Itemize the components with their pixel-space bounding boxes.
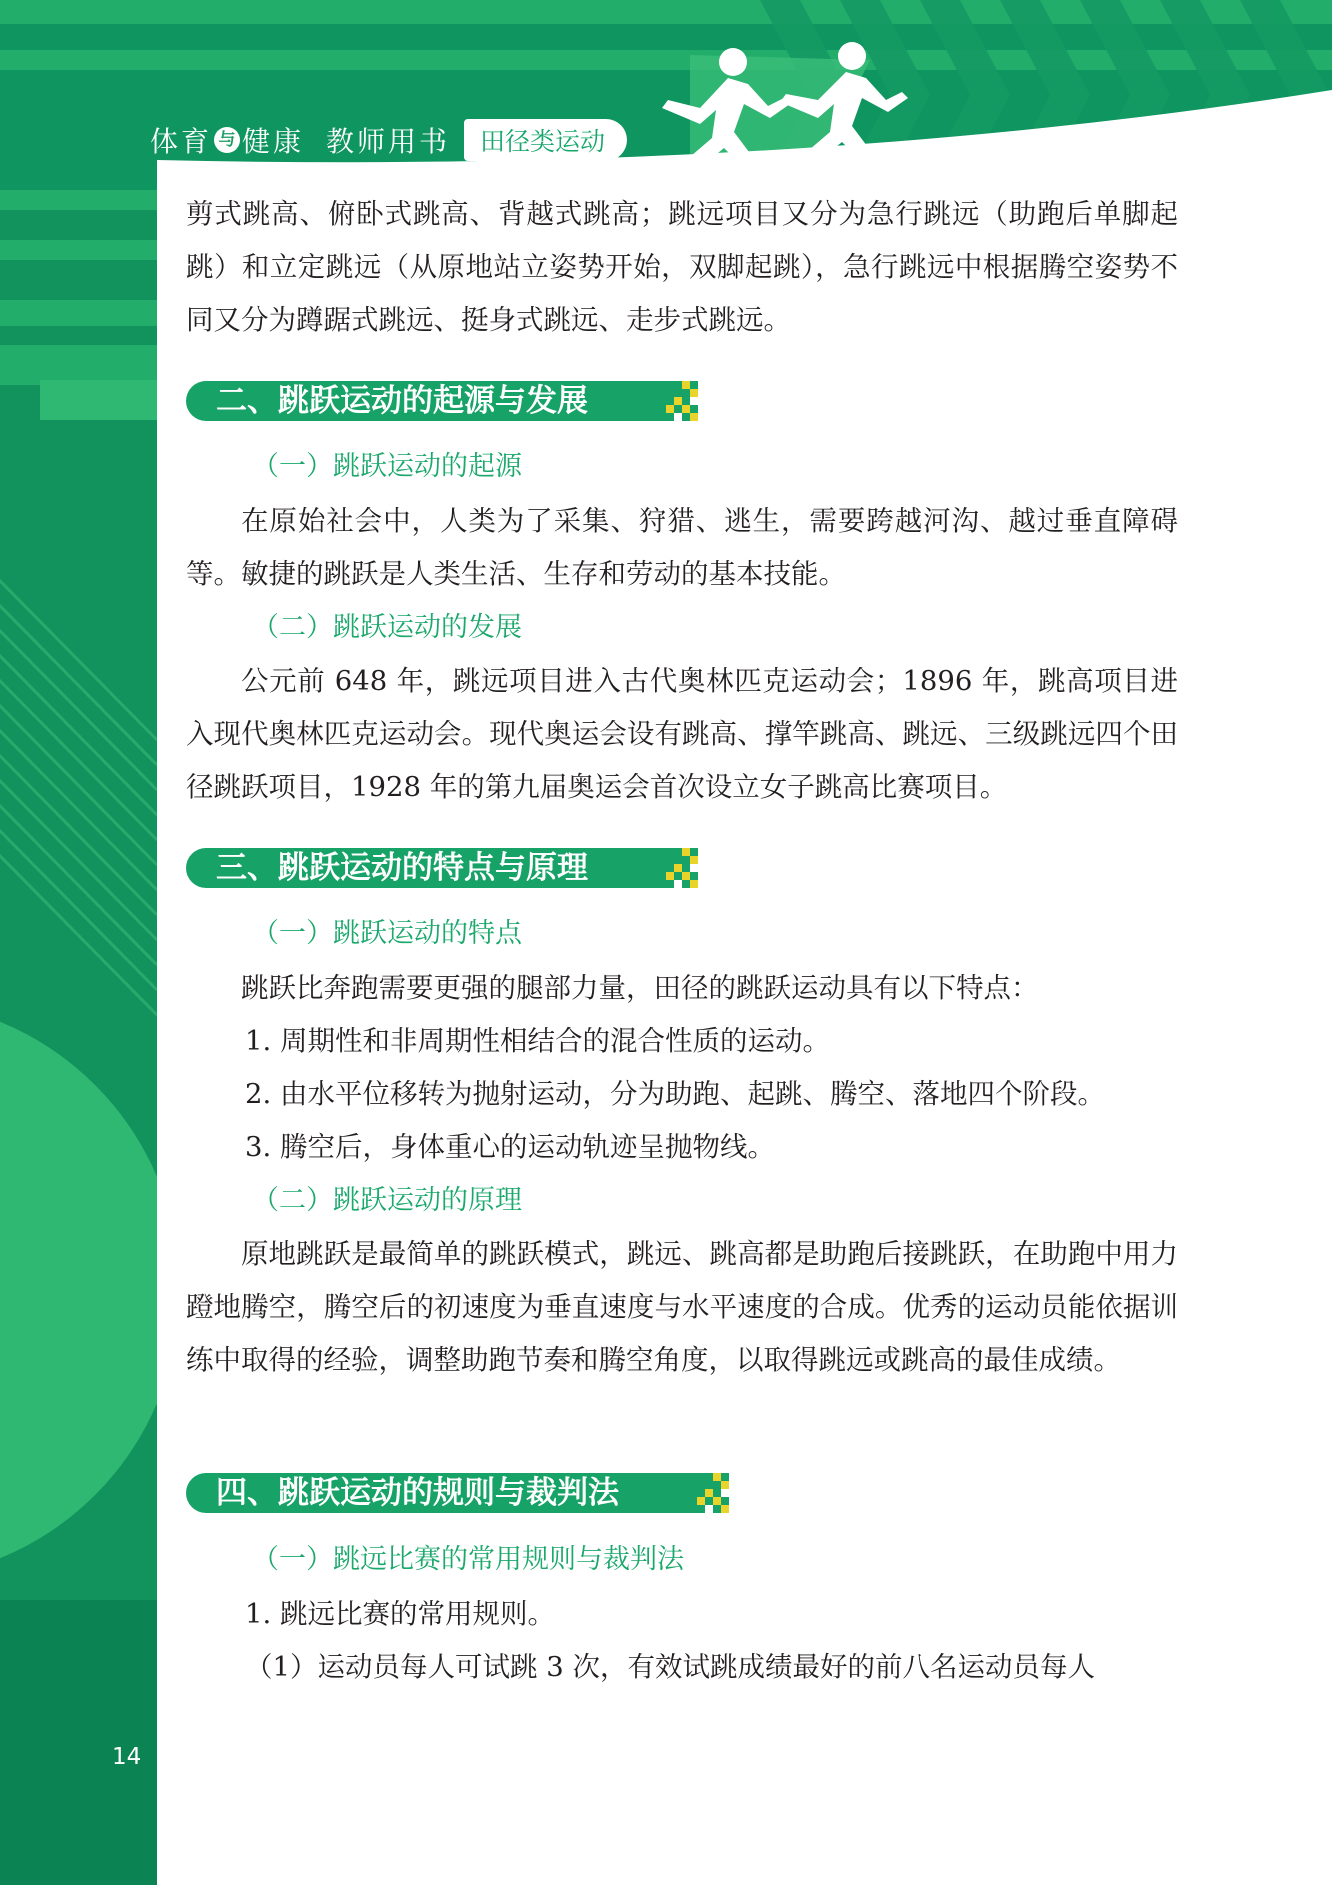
book-title-part2: 健康 xyxy=(242,125,305,158)
paragraph-3-2: 原地跳跃是最简单的跳跃模式，跳远、跳高都是助跑后接跳跃，在助跑中用力蹬地腾空，腾空后的初速度为垂直速度与水平速度的合成。优秀的运动员能依据训练中取得的经验，调整助跑节奏和腾空角度，以取得跳远或跳高的最佳成绩。 xyxy=(186,1238,1178,1376)
subheading-2-2: （二）跳跃运动的发展 xyxy=(252,612,522,643)
paragraph-3-1: 跳跃比奔跑需要更强的腿部力量，田径的跳跃运动具有以下特点： xyxy=(241,972,1039,1004)
section-heading-3-text: 三、跳跃运动的特点与原理 xyxy=(216,850,588,886)
list-item: （1）运动员每人可试跳 3 次，有效试跳成绩最好的前八名运动员每人 xyxy=(245,1651,1095,1683)
subheading-3-2: （二）跳跃运动的原理 xyxy=(252,1185,522,1216)
checker-pattern-icon xyxy=(666,848,698,888)
subheading-4-1: （一）跳远比赛的常用规则与裁判法 xyxy=(252,1544,684,1575)
section-heading-3 xyxy=(186,848,698,888)
book-title-part3: 教师用书 xyxy=(326,125,451,158)
list-item: 1. 周期性和非周期性相结合的混合性质的运动。 xyxy=(245,1025,830,1057)
list-item: 2. 由水平位移转为抛射运动，分为助跑、起跳、腾空、落地四个阶段。 xyxy=(245,1078,1105,1110)
subheading-2-1: （一）跳跃运动的起源 xyxy=(252,451,522,482)
subheading-3-1: （一）跳跃运动的特点 xyxy=(252,918,522,949)
intro-paragraph: 剪式跳高、俯卧式跳高、背越式跳高；跳远项目又分为急行跳远（助跑后单脚起跳）和立定跳远（从原地站立姿势开始，双脚起跳），急行跳远中根据腾空姿势不同又分为蹲踞式跳远、挺身式跳远、走步式跳远。 xyxy=(186,198,1178,336)
list-item: 3. 腾空后，身体重心的运动轨迹呈抛物线。 xyxy=(245,1131,775,1163)
page-number: 14 xyxy=(112,1744,142,1770)
checker-pattern-icon xyxy=(666,381,698,421)
section-heading-2-text: 二、跳跃运动的起源与发展 xyxy=(216,383,588,419)
paragraph-2-2: 公元前 648 年，跳远项目进入古代奥林匹克运动会；1896 年，跳高项目进入现代奥林匹克运动会。现代奥运会设有跳高、撑竿跳高、跳远、三级跳远四个田径跳跃项目，1928 年的第九届奥运会首次设立女子跳高比赛项目。 xyxy=(186,665,1178,803)
section-heading-2 xyxy=(186,381,698,421)
book-title xyxy=(150,120,450,160)
book-title-part1: 体育 xyxy=(150,125,213,158)
chapter-tab: 田径类运动 xyxy=(464,119,627,161)
book-title-yu: 与 xyxy=(214,127,240,153)
section-heading-4 xyxy=(186,1473,729,1513)
list-item: 1. 跳远比赛的常用规则。 xyxy=(245,1598,555,1630)
paragraph-2-1: 在原始社会中，人类为了采集、狩猎、逃生，需要跨越河沟、越过垂直障碍等。敏捷的跳跃是人类生活、生存和劳动的基本技能。 xyxy=(186,505,1178,590)
section-heading-4-text: 四、跳跃运动的规则与裁判法 xyxy=(216,1475,619,1511)
checker-pattern-icon xyxy=(697,1473,729,1513)
page-header xyxy=(150,118,627,162)
